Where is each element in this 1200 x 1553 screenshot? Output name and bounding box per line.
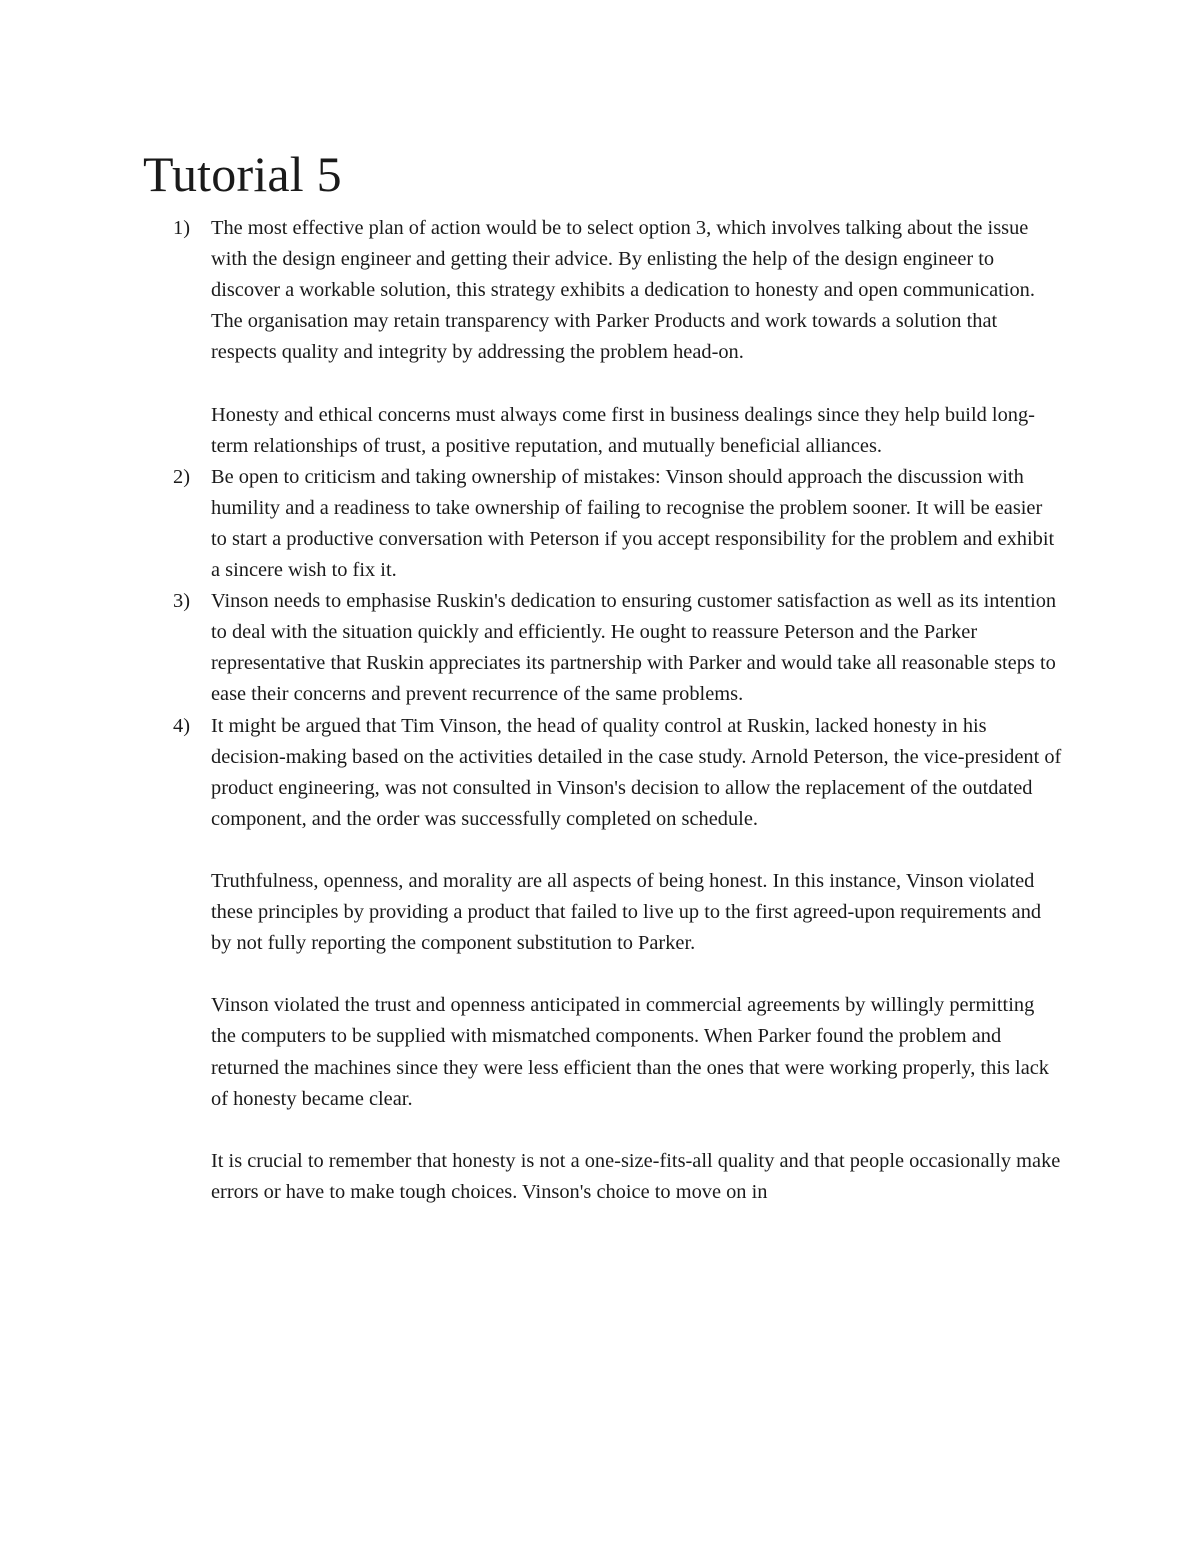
item-number: 2) bbox=[173, 465, 190, 488]
item-paragraph: Truthfulness, openness, and morality are all aspects of being honest. In this instance, Vinson violated these principles by providing a product that failed to live up to the first agreed-upon requirements and by not fully reporting the component substitution to Parker. bbox=[211, 869, 1042, 955]
item-paragraph: Vinson needs to emphasise Ruskin's dedication to ensuring customer satisfaction as well as its intention to deal with the situation quickly and efficiently. He ought to reassure Peterson and the Parker representative that Ruskin appreciates its partnership with Parker and would take all reasonable steps to ease their concerns and prevent recurrence of the same problems. bbox=[211, 590, 1057, 706]
list-item bbox=[143, 213, 1063, 462]
item-paragraph: The most effective plan of action would be to select option 3, which involves talking about the issue with the design engineer and getting their advice. By enlisting the help of the design engineer to discover a workable solution, this strategy exhibits a dedication to honesty and open communication. The organisation may retain transparency with Parker Products and work towards a solution that respects quality and integrity by addressing the problem head-on. bbox=[211, 217, 1035, 364]
item-paragraph: Honesty and ethical concerns must always come first in business dealings since they help build long-term relationships of trust, a positive reputation, and mutually beneficial alliances. bbox=[211, 403, 1035, 457]
item-number: 1) bbox=[173, 217, 190, 239]
answer-list bbox=[143, 213, 1063, 1208]
item-paragraph: It might be argued that Tim Vinson, the head of quality control at Ruskin, lacked honesty in his decision-making based on the activities detailed in the case study. Arnold Peterson, the vice-president of product engineering, was not consulted in Vinson's decision to allow the replacement of the outdated component, and the order was successfully completed on schedule. bbox=[211, 714, 1062, 830]
list-item bbox=[143, 462, 1063, 586]
item-paragraph: Be open to criticism and taking ownership of mistakes: Vinson should approach the discussion with humility and a readiness to take ownership of failing to recognise the problem sooner. It will be easier to start a productive conversation with Peterson if you accept responsibility for the problem and exhibit a sincere wish to fix it. bbox=[211, 465, 1055, 582]
item-number: 3) bbox=[173, 590, 190, 613]
document-title: Tutorial 5 bbox=[143, 146, 342, 202]
item-paragraph: Vinson violated the trust and openness anticipated in commercial agreements by willingly permitting the computers to be supplied with mismatched components. When Parker found the problem and returned the machines since they were less efficient than the ones that were working properly, this lack of honesty became clear. bbox=[211, 994, 1049, 1110]
list-item bbox=[143, 711, 1063, 1209]
list-item bbox=[143, 586, 1063, 710]
item-paragraph: It is crucial to remember that honesty is not a one-size-fits-all quality and that people occasionally make errors or have to make tough choices. Vinson's choice to move on in bbox=[211, 1149, 1061, 1203]
item-number: 4) bbox=[173, 714, 190, 737]
